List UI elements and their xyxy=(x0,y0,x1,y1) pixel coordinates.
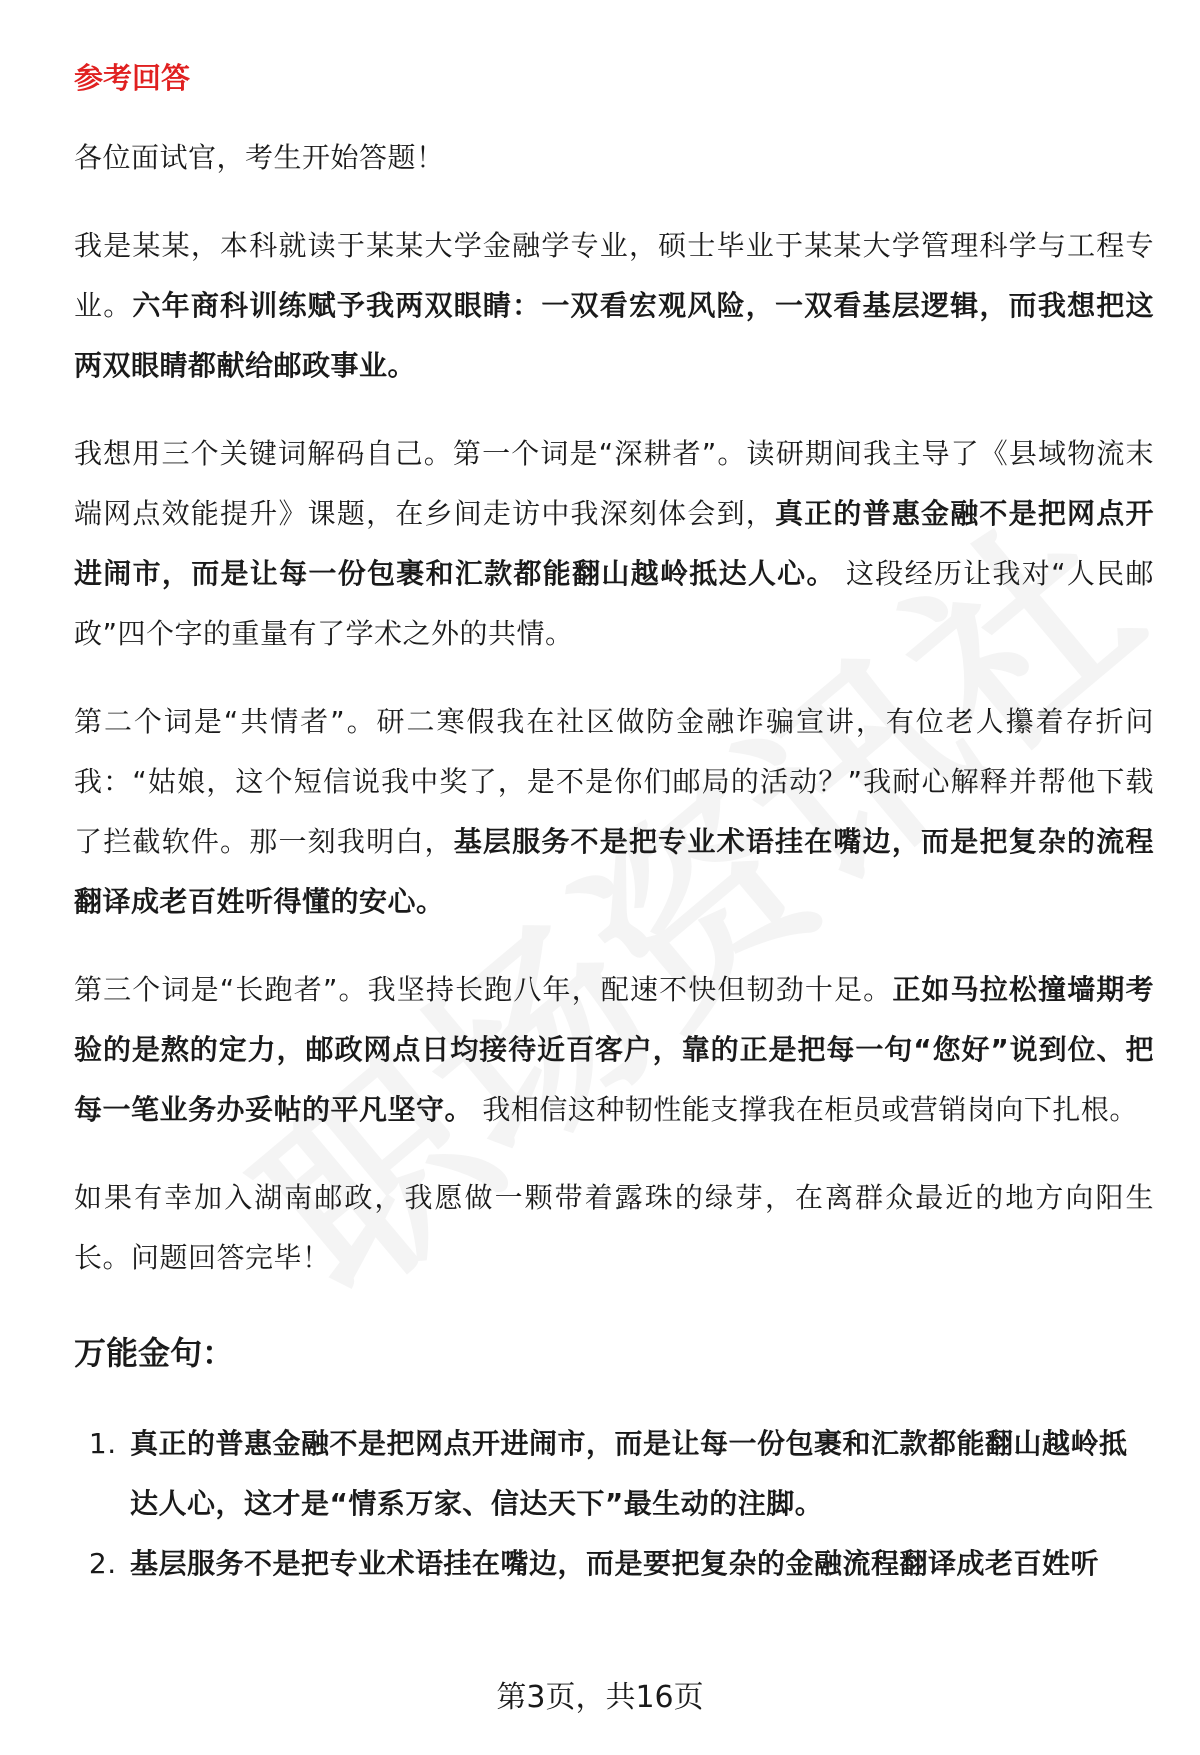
paragraph-keyword-2-text: 第二个词是“共情者”。研二寒假我在社区做防金融诈骗宣讲，有位老人攥着存折问我：“姑娘，这个短信说我中奖了，是不是你们邮局的活动？”我耐心解释并帮他下载了拦截软件。那一刻我明白， xyxy=(74,705,1154,858)
paragraph-closing: 如果有幸加入湖南邮政，我愿做一颗带着露珠的绿芽，在离群众最近的地方向阳生长。问题回答完毕！ xyxy=(74,1181,1154,1274)
quote-item: 1. 真正的普惠金融不是把网点开进闹市，而是让每一份包裹和汇款都能翻山越岭抵达人心，这才是“情系万家、信达天下”最生动的注脚。 xyxy=(126,1414,1154,1534)
paragraph-keyword-1-text: 我想用三个关键词解码自己。第一个词是“深耕者”。读研期间我主导了《县域物流末端网点效能提升》课题，在乡间走访中我深刻体会到， xyxy=(74,437,1154,530)
paragraph-keyword-3 xyxy=(74,960,1154,1140)
quotes-list xyxy=(74,1414,1154,1594)
paragraph-intro-text: 我是某某，本科就读于某某大学金融学专业，硕士毕业于某某大学管理科学与工程专业。 xyxy=(74,229,1154,322)
quote-item: 2. 基层服务不是把专业术语挂在嘴边，而是要把复杂的金融流程翻译成老百姓听 xyxy=(126,1534,1154,1594)
paragraph-keyword-1-tail: 这段经历让我对“人民邮政”四个字的重量有了学术之外的共情。 xyxy=(74,557,1154,650)
section-label: 参考回答 xyxy=(74,61,191,95)
paragraph-opening: 各位面试官，考生开始答题！ xyxy=(74,141,445,174)
paragraph-keyword-1 xyxy=(74,424,1154,664)
quotes-heading: 万能金句： xyxy=(74,1334,235,1372)
paragraph-keyword-1-bold: 真正的普惠金融不是把网点开进闹市，而是让每一份包裹和汇款都能翻山越岭抵达人心。 xyxy=(74,497,1154,590)
paragraph-keyword-2 xyxy=(74,692,1154,932)
paragraph-keyword-2-bold: 基层服务不是把专业术语挂在嘴边，而是把复杂的流程翻译成老百姓听得懂的安心。 xyxy=(74,825,1154,918)
page-number-footer: 第3页，共16页 xyxy=(496,1680,704,1715)
paragraph-intro xyxy=(74,216,1154,396)
paragraph-intro-bold: 六年商科训练赋予我两双眼睛：一双看宏观风险，一双看基层逻辑，而我想把这两双眼睛都献给邮政事业。 xyxy=(74,289,1154,382)
document-page xyxy=(74,56,1154,1594)
paragraph-keyword-3-bold: 正如马拉松撞墙期考验的是熬的定力，邮政网点日均接待近百客户，靠的正是把每一句“您好”说到位、把每一笔业务办妥帖的平凡坚守。 xyxy=(74,973,1154,1126)
paragraph-keyword-3-text: 第三个词是“长跑者”。我坚持长跑八年，配速不快但韧劲十足。 xyxy=(74,973,893,1006)
paragraph-keyword-3-tail: 我相信这种韧性能支撑我在柜员或营销岗向下扎根。 xyxy=(473,1093,1138,1126)
